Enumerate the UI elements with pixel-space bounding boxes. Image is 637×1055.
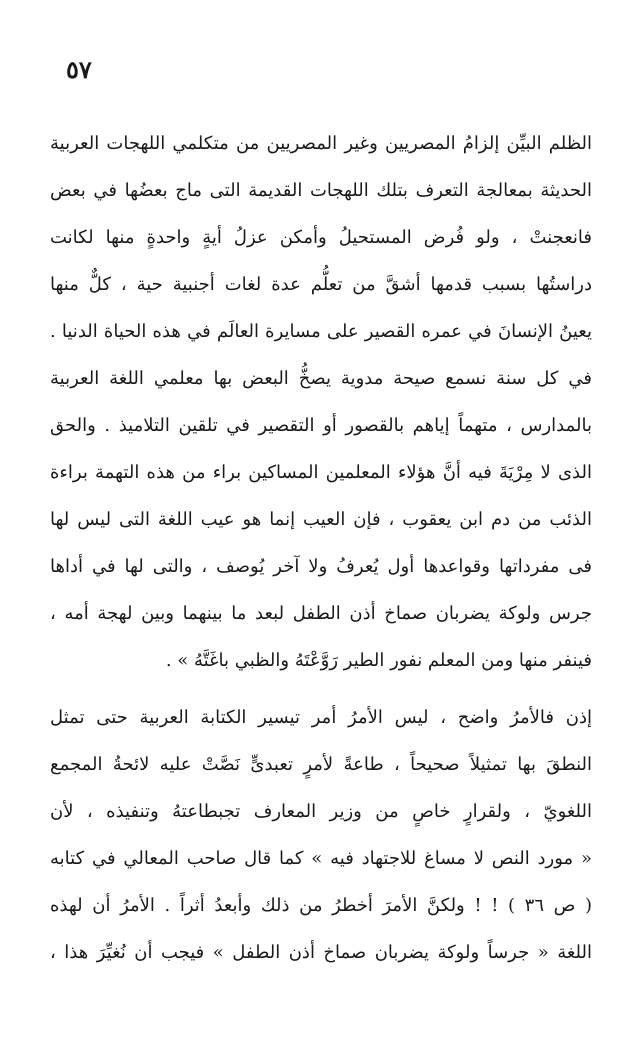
paragraph-1 — [50, 120, 592, 684]
text-line: الذى لا مِرْيَةَ فيه أنَّ هؤلاء المعلمين المساكين براء من هذه التهمة براءة — [50, 462, 592, 483]
text-line: الذئب من دم ابن يعقوب ، فإن العيب إنما هو عيب اللغة التى ليس لها — [50, 509, 592, 530]
text-line: الظلم البيِّن إلزامُ المصريين وغير المصريين من متكلمي اللهجات العربية — [50, 133, 592, 154]
text-line: النطقَ بها تمثيلاً صحيحاً ، طاعةً لأمرٍ تعبدىٍّ نَصَّتْ عليه لائحةُ المجمع — [50, 754, 592, 775]
text-line: اللغة « جرساً ولوكة يضربان صماخ أذن الطفل » فيجب أن نُغيِّرَ هذا ، — [50, 942, 592, 963]
text-line: جرس ولوكة يضربان صماخ أذن الطفل لبعد ما بينهما وبين لهجة أمه ، — [50, 603, 592, 624]
paragraph-2 — [50, 694, 592, 976]
text-line: فينفر منها ومن المعلم نفور الطير رَوَّعْتَهُ والظبي باغَتَّهُ » . — [165, 650, 592, 671]
text-line: « مورد النص لا مساغ للاجتهاد فيه » كما قال صاحب المعالي في كتابه — [50, 848, 592, 869]
text-line: يعينُ الإنسانَ في عمره القصير على مسايرة العالَم في هذه الحياة الدنيا . — [50, 321, 592, 342]
page-number: ٥٧ — [66, 55, 92, 84]
text-line: إذن فالأمرُ واضح ، ليس الأمرُ أمر تيسير الكتابة العربية حتى تمثل — [50, 707, 592, 728]
text-line: فانعجنتْ ، ولو فُرض المستحيلُ وأمكن عزلُ أيةٍ واحدةٍ منها لكانت — [50, 227, 592, 248]
text-line: اللغويّ ، ولقرارٍ خاصٍ من وزير المعارف تجبطاعتهُ وتنفيذه ، لأن — [50, 801, 592, 822]
text-line: بالمدارس ، متهماً إياهم بالقصور أو التقصير في تلقين التلاميذ . والحق — [50, 415, 592, 436]
text-line: ( ص ٣٦ ) ! ! ولكنَّ الأمرَ أخطرُ من ذلك وأبعدُ أثراً . الأمرُ أن لهذه — [50, 895, 592, 916]
text-line: فى مفرداتها وقواعدها أول يُعرفُ ولا آخر يُوصف ، والتى لها في أداها — [50, 556, 592, 577]
text-line: الحديثة بمعالجة التعرف بتلك اللهجات القديمة التى ماج بعضُها في بعض — [50, 180, 592, 201]
text-line: في كل سنة نسمع صيحة مدوية يصخُّ البعض بها معلمي اللغة العربية — [50, 368, 592, 389]
text-line: دراستُها بسبب قدمها أشقَّ من تعلُّم عدة لغات أجنبية حية ، كلٌّ منها — [50, 274, 592, 295]
